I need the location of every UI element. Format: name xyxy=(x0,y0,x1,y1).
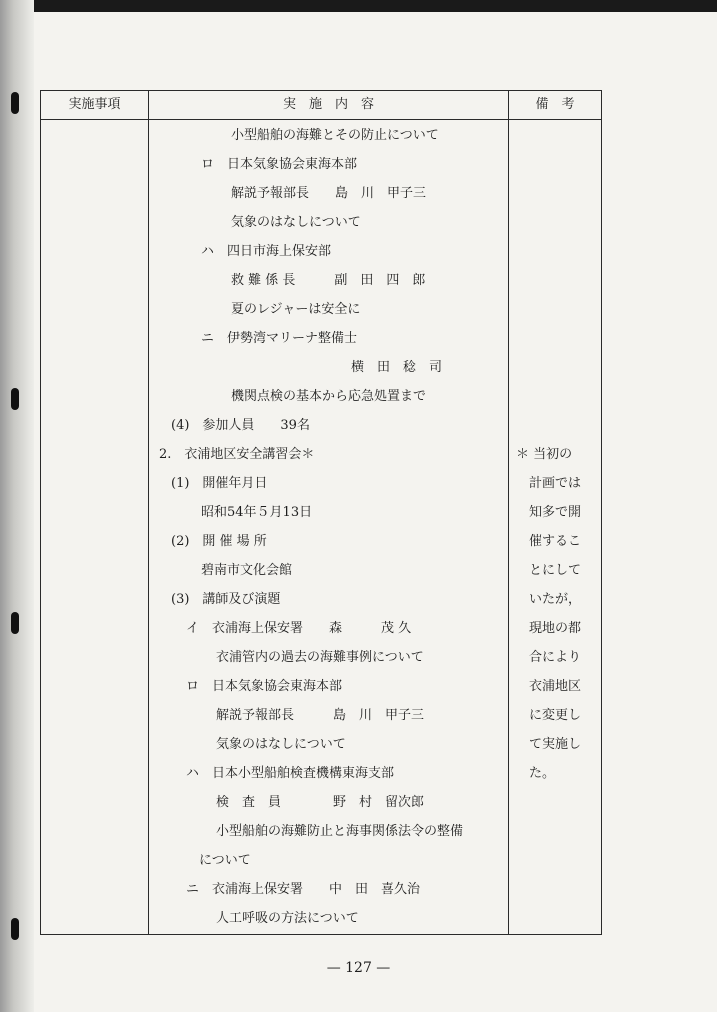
binder-hole xyxy=(11,92,19,114)
content-line: 解説予報部長 島 川 甲子三 xyxy=(231,186,427,201)
remark-line: 催するこ xyxy=(529,534,582,549)
column-divider xyxy=(508,91,509,934)
content-line: について xyxy=(199,853,251,868)
content-line: 機関点検の基本から応急処置まで xyxy=(231,389,427,404)
remark-line: とにして xyxy=(529,563,582,578)
content-line: 衣浦管内の過去の海難事例について xyxy=(216,650,424,665)
header-remarks: 備 考 xyxy=(535,97,575,112)
content-line: 小型船舶の海難とその防止について xyxy=(231,128,439,143)
content-line: ニ 伊勢湾マリーナ整備士 xyxy=(201,331,358,346)
content-line: 検 査 員 野 村 留次郎 xyxy=(216,795,425,810)
content-line: (1) 開催年月日 xyxy=(171,476,268,491)
remark-line: ＊ 当初の xyxy=(516,447,573,462)
content-line: ロ 日本気象協会東海本部 xyxy=(186,679,343,694)
content-line: 碧南市文化会館 xyxy=(201,563,293,578)
content-line: 夏のレジャーは安全に xyxy=(231,302,361,317)
remark-line: て実施し xyxy=(529,737,582,752)
content-line: 2. 衣浦地区安全講習会＊ xyxy=(159,447,315,462)
content-line: ハ 四日市海上保安部 xyxy=(201,244,332,259)
remark-line: いたが， xyxy=(529,592,582,607)
header-divider xyxy=(41,119,601,120)
scan-top-edge xyxy=(0,0,717,12)
remark-line: 合により xyxy=(529,650,582,665)
content-line: 気象のはなしについて xyxy=(216,737,346,752)
remark-line: に変更し xyxy=(529,708,582,723)
content-line: ニ 衣浦海上保安署 中 田 喜久治 xyxy=(186,882,421,897)
remark-line: 知多で開 xyxy=(529,505,582,520)
document-table xyxy=(40,90,602,935)
remark-line: 計画では xyxy=(529,476,582,491)
header-implementation-item: 実施事項 xyxy=(68,97,121,112)
content-line: イ 衣浦海上保安署 森 茂 久 xyxy=(186,621,412,636)
binder-hole xyxy=(11,388,19,410)
content-line: (2) 開 催 場 所 xyxy=(171,534,267,549)
binder-hole xyxy=(11,918,19,940)
remark-line: 現地の都 xyxy=(529,621,582,636)
content-line: 救 難 係 長 副 田 四 郎 xyxy=(231,273,426,288)
content-line: (3) 講師及び演題 xyxy=(171,592,281,607)
remark-line: た。 xyxy=(529,766,556,781)
content-line: 解説予報部長 島 川 甲子三 xyxy=(216,708,425,723)
content-line: 人工呼吸の方法について xyxy=(216,911,359,926)
header-implementation-content: 実 施 内 容 xyxy=(282,97,374,112)
column-divider xyxy=(148,91,149,934)
page-number: — 127 — xyxy=(326,960,391,976)
content-line: 昭和54年５月13日 xyxy=(201,505,313,520)
content-line: (4) 参加人員 39名 xyxy=(171,418,310,433)
content-line: 横 田 稔 司 xyxy=(351,360,443,375)
content-line: ロ 日本気象協会東海本部 xyxy=(201,157,358,172)
content-line: 小型船舶の海難防止と海事関係法令の整備 xyxy=(216,824,464,839)
binder-hole xyxy=(11,612,19,634)
content-line: ハ 日本小型船舶検査機構東海支部 xyxy=(186,766,395,781)
remark-line: 衣浦地区 xyxy=(529,679,582,694)
content-line: 気象のはなしについて xyxy=(231,215,361,230)
binding-shadow xyxy=(0,0,34,1012)
